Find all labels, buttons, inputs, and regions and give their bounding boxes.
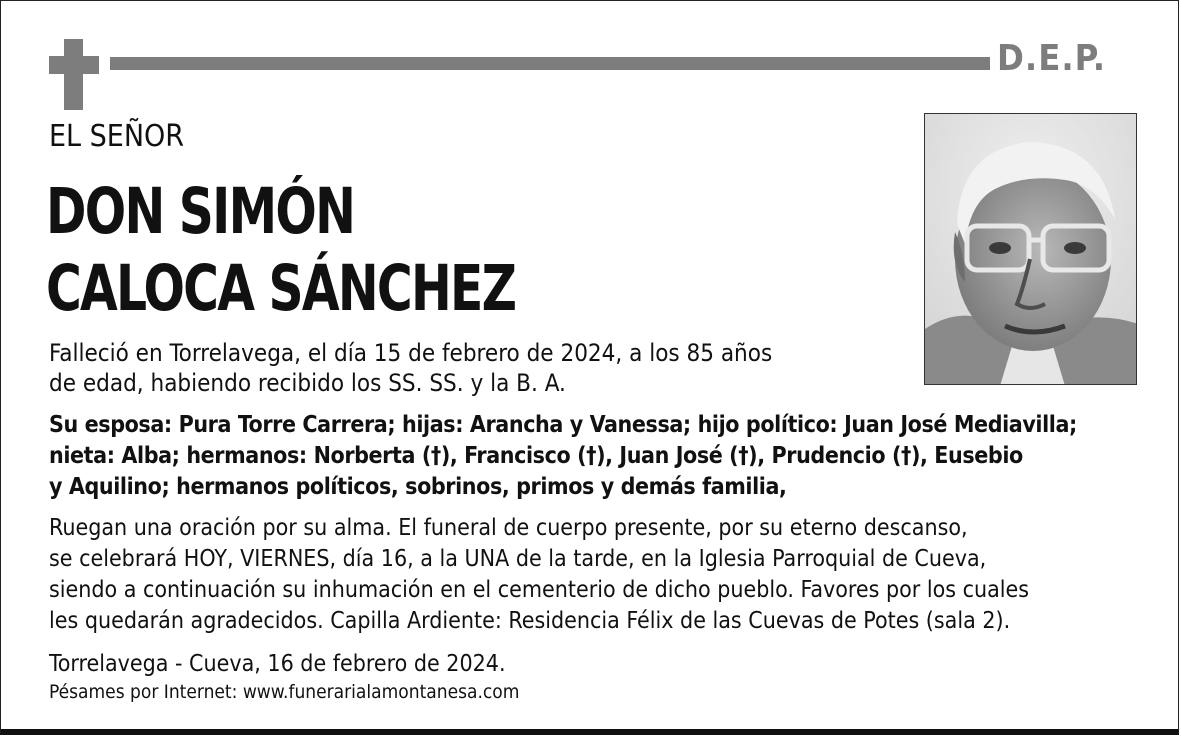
- cross-icon-horizontal: [49, 56, 99, 74]
- portrait-photo: [924, 113, 1137, 385]
- family-line-2: nieta: Alba; hermanos: Norberta (†), Francisco (†), Juan José (†), Prudencio (†), Eusebio: [49, 443, 1023, 469]
- place-date: Torrelavega - Cueva, 16 de febrero de 2024.: [49, 651, 506, 677]
- condolences-website: Pésames por Internet: www.funerarialamontanesa.com: [49, 681, 520, 703]
- funeral-line-1: Ruegan una oración por su alma. El funeral de cuerpo presente, por su eterno descanso,: [49, 515, 968, 541]
- funeral-line-3: siendo a continuación su inhumación en el cementerio de dicho pueblo. Favores por los cuales: [49, 577, 1030, 603]
- dep-label: D.E.P.: [997, 38, 1107, 79]
- funeral-details: [49, 513, 1029, 637]
- honorific: EL SEÑOR: [49, 119, 185, 154]
- name-line-1: DON SIMÓN: [46, 175, 355, 248]
- funeral-line-2: se celebrará HOY, VIERNES, día 16, a la UNA de la tarde, en la Iglesia Parroquial de Cueva,: [49, 546, 987, 572]
- death-line-2: de edad, habiendo recibido los SS. SS. y la B. A.: [49, 369, 566, 397]
- death-line-1: Falleció en Torrelavega, el día 15 de febrero de 2024, a los 85 años: [49, 339, 773, 367]
- funeral-line-4: les quedarán agradecidos. Capilla Ardiente: Residencia Félix de las Cuevas de Potes (sala 2).: [49, 608, 1011, 634]
- family-line-1: Su esposa: Pura Torre Carrera; hijas: Arancha y Vanessa; hijo político: Juan José Mediavilla;: [49, 412, 1077, 438]
- family-list: [49, 410, 1077, 503]
- header-rule: [110, 57, 990, 70]
- name-line-2: CALOCA SÁNCHEZ: [46, 252, 516, 325]
- family-line-3: y Aquilino; hermanos políticos, sobrinos, primos y demás familia,: [49, 474, 787, 500]
- deceased-name: [46, 173, 515, 327]
- death-announcement: [49, 338, 772, 398]
- cross-icon-vertical: [64, 39, 83, 110]
